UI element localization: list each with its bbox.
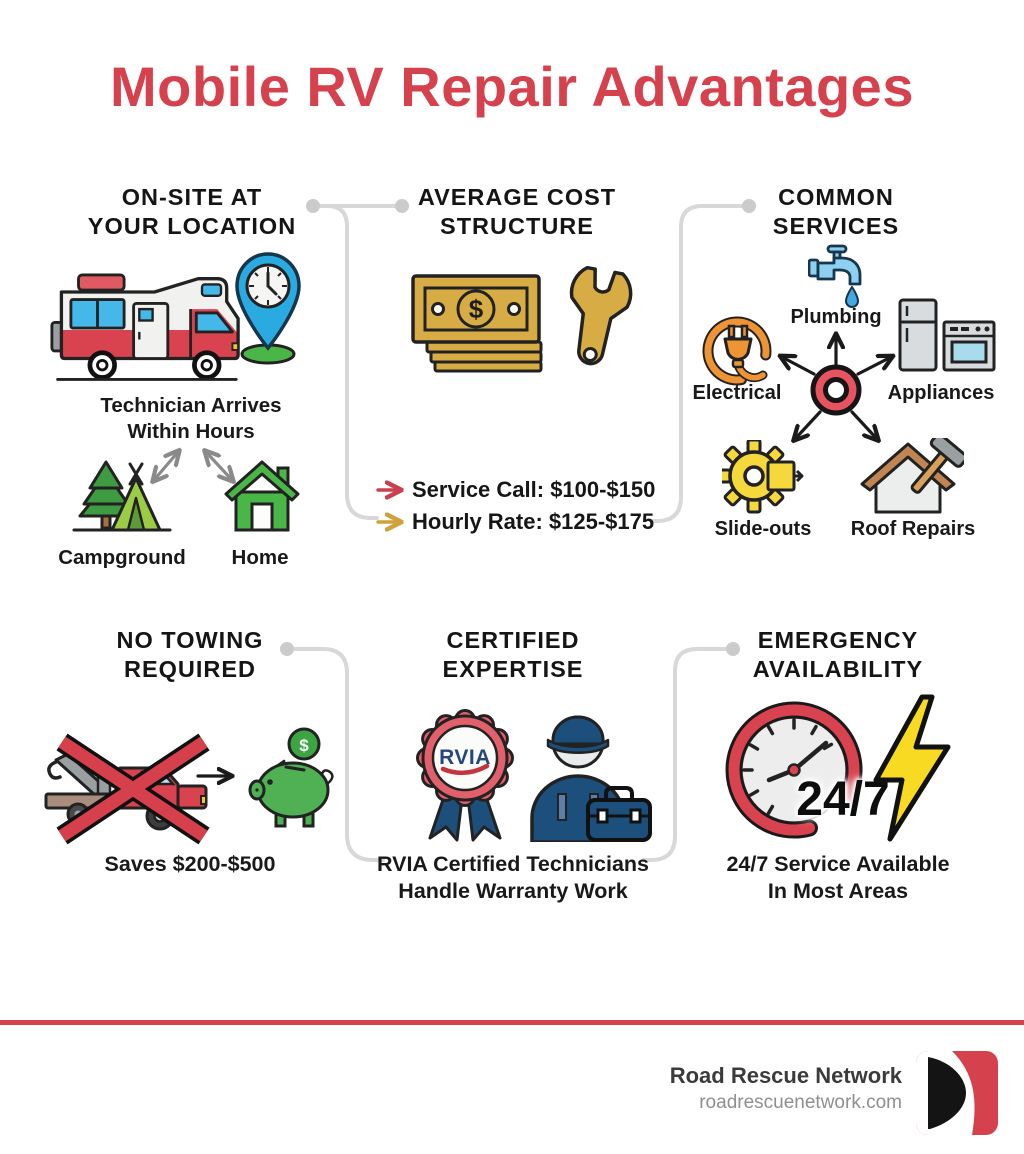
cost-heading-line1: AVERAGE COST <box>417 184 617 210</box>
certified-caption-line1: RVIA Certified Technicians <box>376 852 649 876</box>
roof-repair-icon <box>856 438 964 516</box>
footer-website: roadrescuenetwork.com <box>699 1092 902 1113</box>
cost-heading <box>387 183 647 241</box>
towing-heading-line1: NO TOWING <box>116 627 264 653</box>
services-hub-icon <box>806 360 866 420</box>
towing-heading-line2: REQUIRED <box>123 656 257 682</box>
services-heading <box>706 183 966 241</box>
certified-heading-line2: EXPERTISE <box>442 656 584 682</box>
appliances-label: Appliances <box>887 382 995 404</box>
certified-heading <box>383 626 643 684</box>
location-pin-clock-icon <box>228 250 308 368</box>
wrench-icon <box>556 262 636 380</box>
emergency-caption-line2: In Most Areas <box>767 879 909 903</box>
onsite-heading-line1: ON-SITE AT <box>121 184 263 210</box>
towing-caption: Saves $200-$500 <box>104 852 276 876</box>
rvia-badge-icon <box>410 696 520 846</box>
plumbing-label: Plumbing <box>790 306 882 328</box>
campground-icon <box>72 458 174 538</box>
services-heading-line1: COMMON <box>778 184 894 210</box>
footer-brand-name: Road Rescue Network <box>669 1063 902 1088</box>
page-title: Mobile RV Repair Advantages <box>110 55 914 118</box>
emergency-heading <box>708 626 968 684</box>
campground-label: Campground <box>58 546 186 569</box>
emergency-heading-line2: AVAILABILITY <box>752 656 924 682</box>
home-icon <box>222 456 302 536</box>
roof-repairs-label: Roof Repairs <box>850 518 976 540</box>
technician-icon <box>518 700 656 842</box>
home-label: Home <box>231 546 289 569</box>
onsite-caption <box>61 393 321 445</box>
certified-caption-line2: Handle Warranty Work <box>398 879 628 903</box>
emergency-caption <box>703 851 973 905</box>
lightning-icon <box>864 692 958 844</box>
rv-icon <box>50 254 240 387</box>
electrical-label: Electrical <box>692 382 782 404</box>
no-tow-truck-icon <box>42 712 224 847</box>
appliances-icon <box>898 298 998 380</box>
money-stack-icon <box>405 270 550 376</box>
onsite-heading <box>62 183 322 241</box>
slideouts-label: Slide-outs <box>714 518 812 540</box>
brand-logo <box>916 1051 998 1135</box>
towing-heading <box>60 626 320 684</box>
emergency-heading-line1: EMERGENCY <box>757 627 919 653</box>
onsite-caption-line1: Technician Arrives <box>100 394 282 417</box>
certified-heading-line1: CERTIFIED <box>446 627 580 653</box>
clock-24-7-badge: 24/7 <box>796 773 890 826</box>
water-drop-icon <box>845 286 859 308</box>
coin-currency-glyph: $ <box>299 736 309 755</box>
service-call-line: Service Call: $100-$150 <box>412 477 656 502</box>
footer-divider <box>0 1020 1024 1025</box>
money-currency-glyph: $ <box>468 294 484 324</box>
onsite-caption-line2: Within Hours <box>127 420 255 443</box>
emergency-caption-line1: 24/7 Service Available <box>726 852 950 876</box>
cost-heading-line2: STRUCTURE <box>440 213 594 239</box>
services-heading-line2: SERVICES <box>772 213 900 239</box>
piggy-bank-icon <box>246 724 342 832</box>
footer-brand-block <box>500 1063 902 1114</box>
onsite-heading-line2: YOUR LOCATION <box>87 213 297 239</box>
certified-caption <box>343 851 683 905</box>
slideout-gear-icon <box>722 440 806 514</box>
faucet-icon <box>808 244 864 288</box>
rvia-badge-text: RVIA <box>439 746 491 769</box>
hourly-rate-line: Hourly Rate: $125-$175 <box>412 509 655 534</box>
